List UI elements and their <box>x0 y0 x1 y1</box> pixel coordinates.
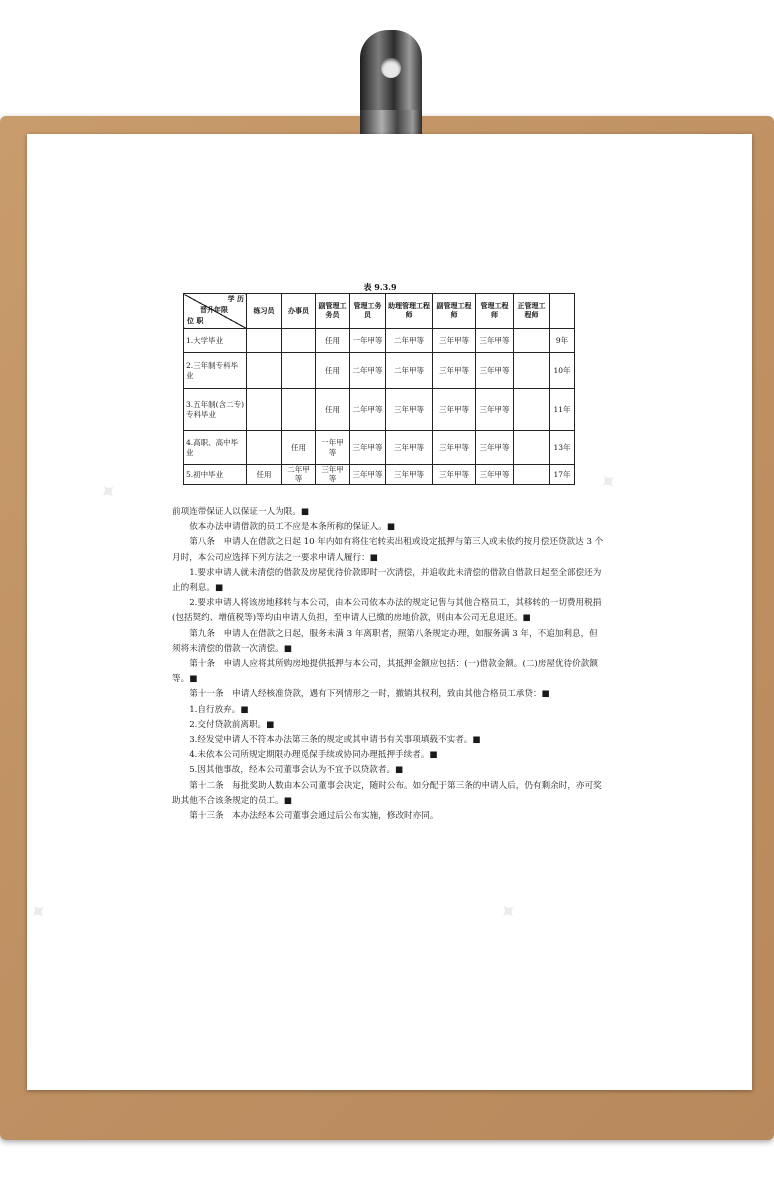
column-header: 练习员 <box>247 294 282 329</box>
table-cell <box>514 465 550 485</box>
paragraph: 2.要求申请人将该房地移转与本公司，由本公司依本办法的规定记售与其他合格员工，其移转的一切费用税捐(包括契约、增值税等)等均由申请人负担，至申请人已缴的房地价款，则由本公司无息退还。■ <box>172 598 602 624</box>
paragraph: 1.自行放弃。■ <box>189 704 249 715</box>
table-cell: 三年甲等 <box>350 431 386 465</box>
table-cell <box>282 329 316 353</box>
table-cell: 三年甲等 <box>386 431 433 465</box>
table-cell <box>247 329 282 353</box>
table-cell <box>282 389 316 431</box>
paragraph: 第十条 申请人应将其所购房地提供抵押与本公司，其抵押金额应包括：(一)借款金额。(二)房屋优待价款额等。■ <box>172 659 598 685</box>
row-label: 5.初中毕业 <box>184 465 247 485</box>
paragraph: 1.要求申请人就未清偿的借款及房屋优待价款即时一次清偿，并追收此未清偿的借款自借款日起至全部偿还为止的利息。■ <box>172 567 602 594</box>
column-header: 管理工程师 <box>476 294 514 329</box>
document-body <box>172 505 604 824</box>
table-cell <box>514 389 550 431</box>
table-cell: 任用 <box>316 329 350 353</box>
table-cell: 三年甲等 <box>433 389 476 431</box>
table-cell: 三年甲等 <box>386 389 433 431</box>
table-cell: 17年 <box>550 465 575 485</box>
paragraph: 2.交付贷款前离职。■ <box>189 719 275 730</box>
table-cell: 13年 <box>550 431 575 465</box>
table-cell: 任用 <box>282 431 316 465</box>
table-cell <box>247 431 282 465</box>
table-cell <box>247 389 282 431</box>
table-cell <box>514 329 550 353</box>
row-label: 1.大学毕业 <box>184 329 247 353</box>
table-row <box>184 465 575 485</box>
table-cell: 三年甲等 <box>433 353 476 389</box>
promotion-table <box>183 293 575 485</box>
table-cell: 11年 <box>550 389 575 431</box>
row-label: 3.五年制(含二专)专科毕业 <box>184 389 247 431</box>
table-cell: 二年甲等 <box>386 353 433 389</box>
paragraph: 第八条 申请人在借款之日起 10 年内如有将住宅转卖出租或设定抵押与第三人或未依约按月偿还贷款达 3 个月时，本公司应选择下列方法之一要求申请人履行：■ <box>172 537 604 563</box>
table-header-row <box>184 294 575 329</box>
table-cell: 三年甲等 <box>476 431 514 465</box>
column-header: 副管理工务员 <box>316 294 350 329</box>
table-cell: 10年 <box>550 353 575 389</box>
table-cell: 二年甲等 <box>386 329 433 353</box>
table-cell: 三年甲等 <box>433 465 476 485</box>
table-cell <box>247 353 282 389</box>
table-row <box>184 431 575 465</box>
paragraph: 5.因其他事故，经本公司董事会认为不宜予以贷款者。■ <box>189 765 404 776</box>
table-cell: 二年甲等 <box>350 353 386 389</box>
table-cell: 三年甲等 <box>433 329 476 353</box>
table-header-diagonal: 学 历 晋升年限 位 职 <box>184 294 247 329</box>
table-cell: 三年甲等 <box>350 465 386 485</box>
table-cell: 二年甲等 <box>282 465 316 485</box>
paragraph: 3.经发觉申请人不符本办法第三条的规定或其申请书有关事项填载不实者。■ <box>189 735 481 746</box>
table-cell <box>514 353 550 389</box>
clip-hole <box>381 58 401 78</box>
table-row <box>184 389 575 431</box>
table-cell <box>282 353 316 389</box>
paragraph: 第十一条 申请人经核准贷款，遇有下列情形之一时，撤销其权利，致由其他合格员工承贷：■ <box>189 689 550 700</box>
table-row <box>184 353 575 389</box>
column-header: 管理工务员 <box>350 294 386 329</box>
paragraph: 依本办法申请借款的员工不应是本条所称的保证人。■ <box>189 522 395 533</box>
paragraph: 第十二条 每批奖助人数由本公司董事会决定，随时公布。如分配于第三条的申请人后，仍有剩余时，亦可奖助其他不合该条规定的员工。■ <box>172 780 602 806</box>
paragraph: 第十三条 本办法经本公司董事会通过后公布实施，修改时亦同。 <box>189 811 439 822</box>
table-cell: 三年甲等 <box>386 465 433 485</box>
column-header: 助理管理工程师 <box>386 294 433 329</box>
paragraph: 前项连带保证人以保证一人为限。■ <box>172 507 310 517</box>
table-cell: 三年甲等 <box>476 465 514 485</box>
table-row <box>184 329 575 353</box>
row-label: 2.三年制专科毕业 <box>184 353 247 389</box>
table-caption: 表 9.3.9 <box>363 282 397 292</box>
table-cell: 三年甲等 <box>476 353 514 389</box>
paragraph: 第九条 申请人在借款之日起，服务未满 3 年离职者，照第八条规定办理，如服务满 3 年，不追加利息，但须将未清偿的借款一次清偿。■ <box>172 628 598 654</box>
table-cell <box>514 431 550 465</box>
table-cell: 二年甲等 <box>350 389 386 431</box>
table-cell: 三年甲等 <box>476 389 514 431</box>
table-cell: 三年甲等 <box>433 431 476 465</box>
row-label: 4.高职、高中毕业 <box>184 431 247 465</box>
column-header <box>550 294 575 329</box>
table-cell: 9年 <box>550 329 575 353</box>
table-cell: 一年甲等 <box>316 431 350 465</box>
table-cell: 三年甲等 <box>476 329 514 353</box>
column-header: 办事员 <box>282 294 316 329</box>
table-cell: 任用 <box>316 353 350 389</box>
paragraph: 4.未依本公司所规定期限办理觅保手续或协同办理抵押手续者。■ <box>189 750 438 761</box>
column-header: 副管理工程师 <box>433 294 476 329</box>
table-cell: 三年甲等 <box>316 465 350 485</box>
table-cell: 任用 <box>316 389 350 431</box>
column-header: 正管理工程师 <box>514 294 550 329</box>
table-cell: 任用 <box>247 465 282 485</box>
table-cell: 一年甲等 <box>350 329 386 353</box>
